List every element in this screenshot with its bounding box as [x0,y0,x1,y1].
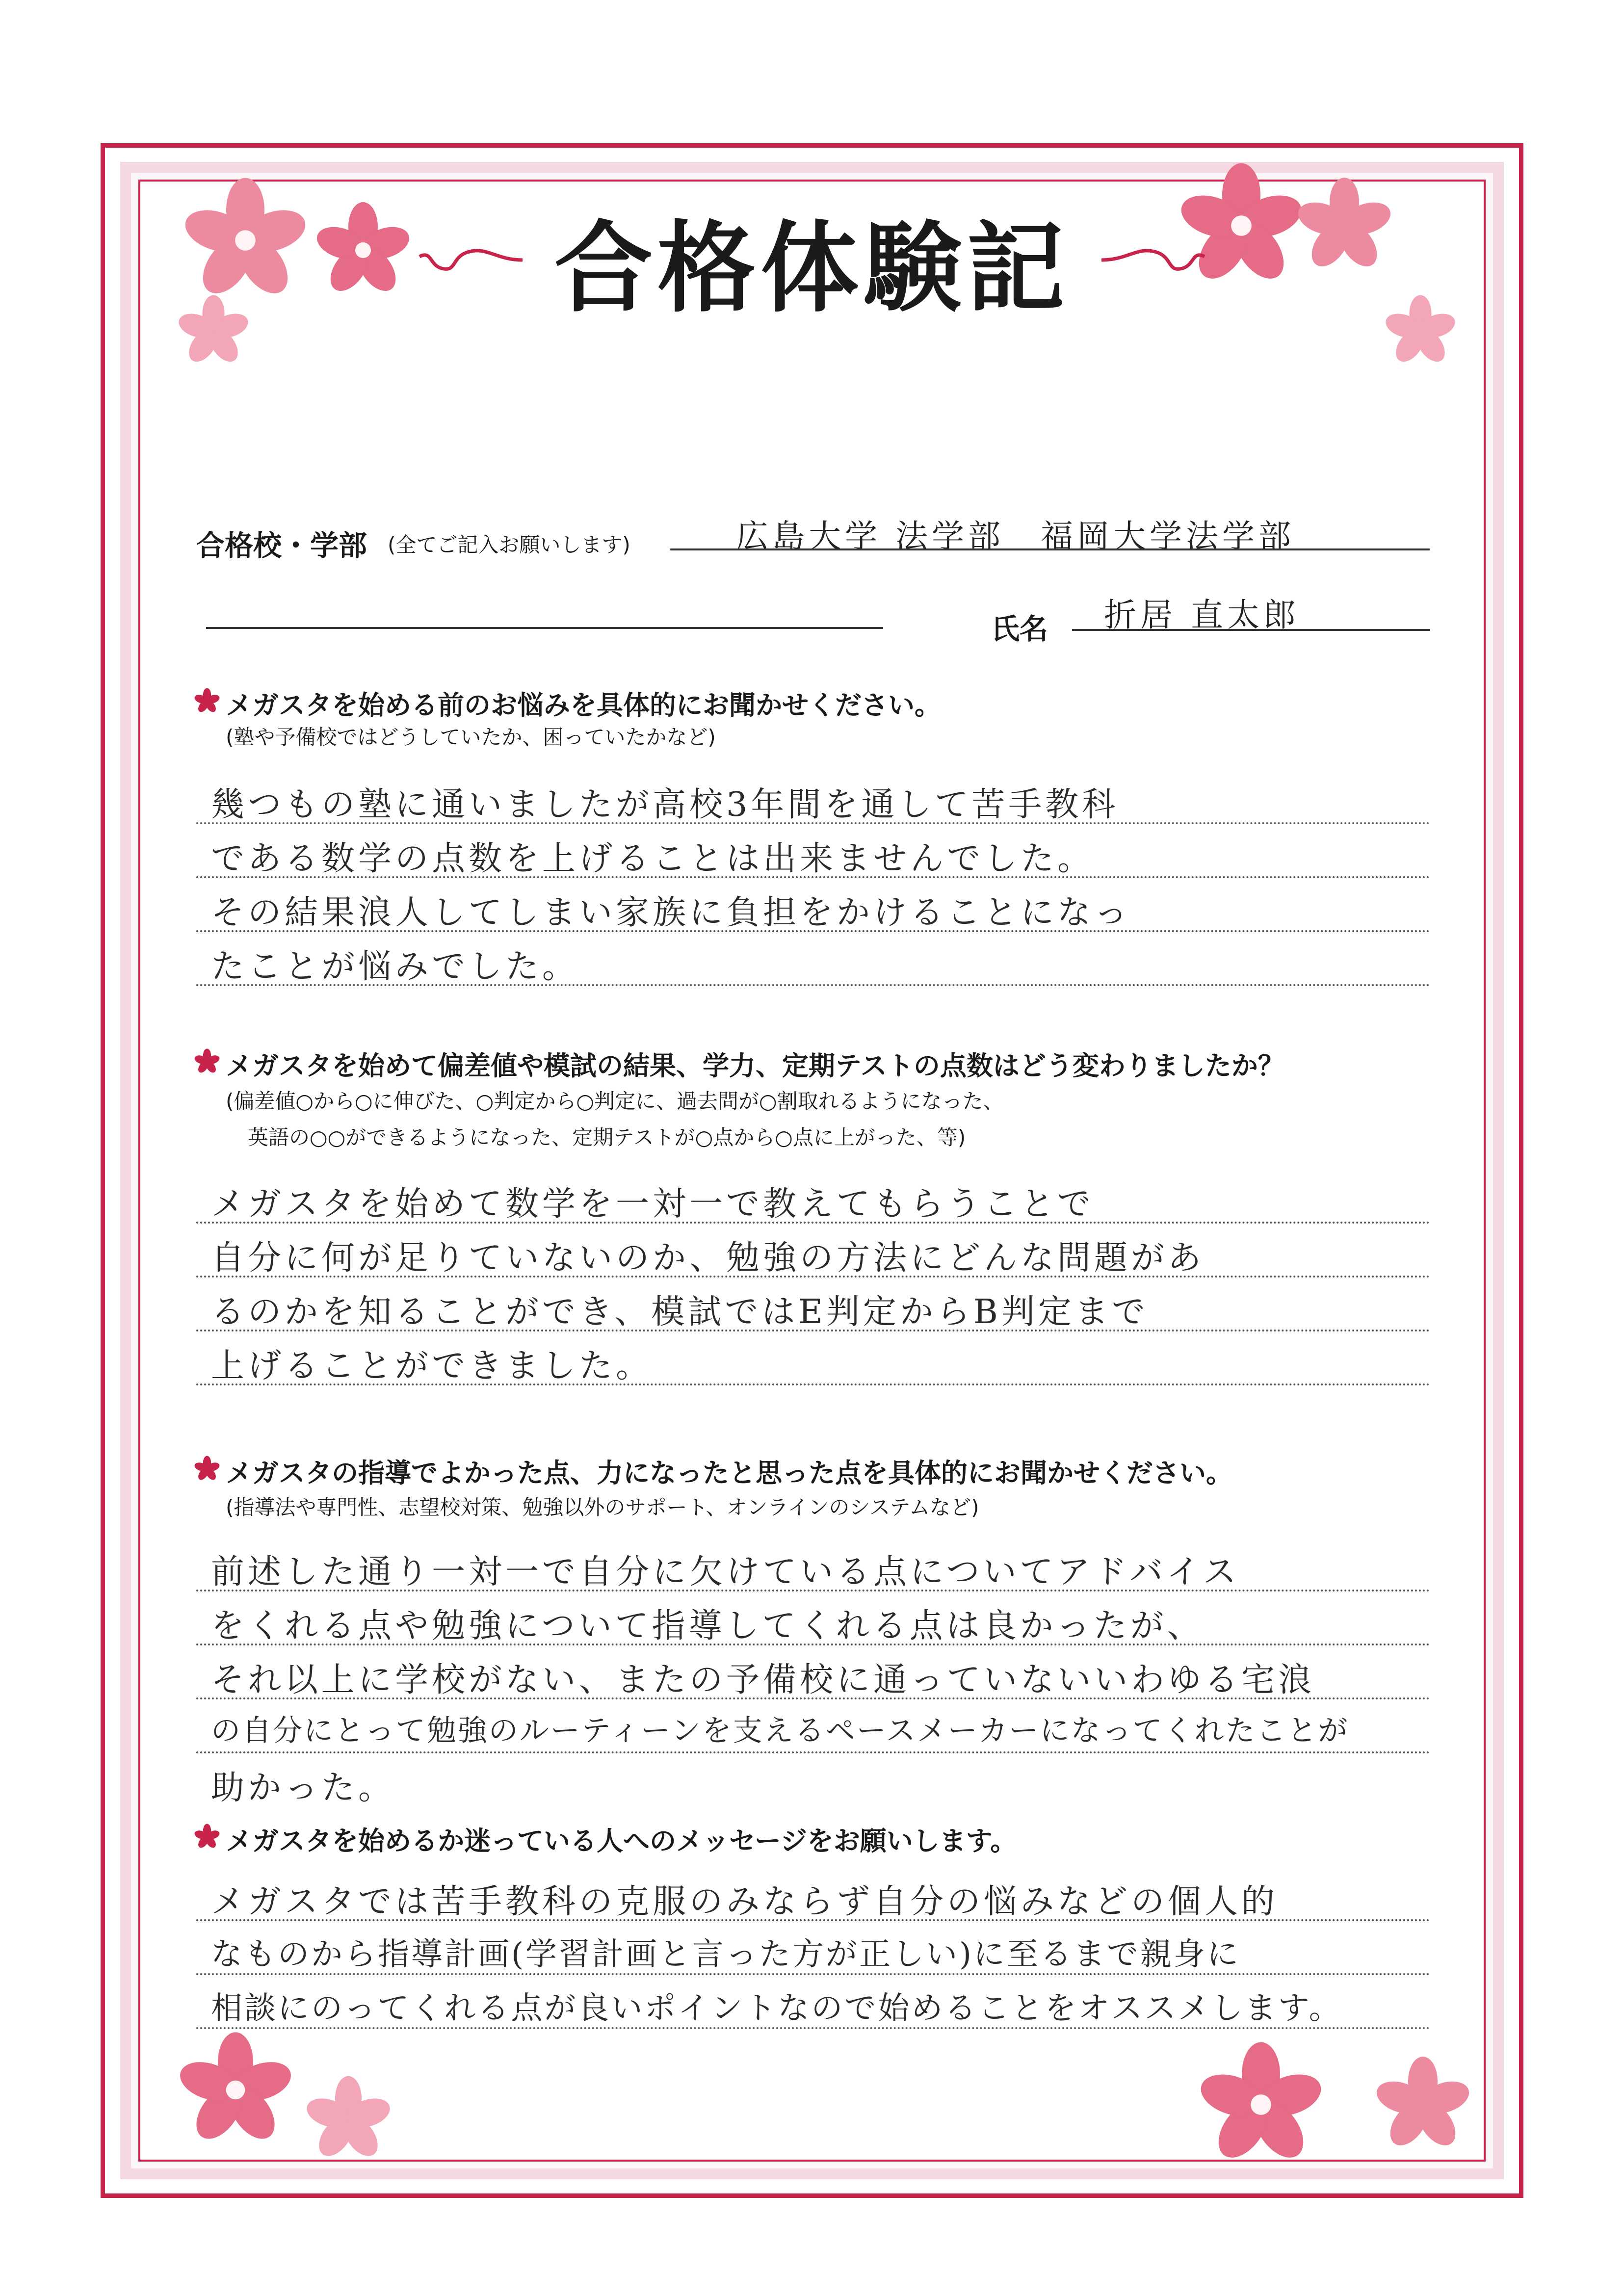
answer-1-rule [196,822,1430,824]
answer-2-line-4: 上げることができました。 [211,1347,653,1385]
name-value: 折居 直太郎 [1104,596,1300,634]
answer-3-rule [196,1697,1430,1699]
name-underline [1072,629,1430,631]
answer-3-rule [196,1644,1430,1645]
answer-2-rule [196,1276,1430,1278]
answer-2-rule [196,1222,1430,1224]
answer-2-rule [196,1330,1430,1331]
answer-1-rule [196,876,1430,878]
answer-4-rule [196,1973,1430,1975]
question-1-heading: メガスタを始める前のお悩みを具体的にお聞かせください。 [226,690,941,721]
sakura-icon [1197,2041,1325,2168]
question-4-heading: メガスタを始めるか迷っている人へのメッセージをお願いします。 [226,1826,1017,1856]
answer-3-rule [196,1751,1430,1753]
answer-4-rule [196,1919,1430,1921]
answer-3-line-4: の自分にとって勉強のルーティーンを支えるペースメーカーになってくれたことが [211,1714,1349,1748]
answer-1-line-1: 幾つもの塾に通いましたが高校3年間を通して苦手教科 [211,785,1119,824]
answer-3-line-2: をくれる点や勉強について指導してくれる点は良かったが、 [211,1607,1204,1645]
sakura-icon [304,2075,393,2164]
question-2-hint-2: 英語の○○ができるようになった、定期テストが○点から○点に上がった、等) [248,1125,966,1149]
answer-3-line-3: それ以上に学校がない、またの予備校に通っていないいわゆる宅浪 [211,1661,1315,1699]
answer-2-rule [196,1383,1430,1385]
sakura-icon [194,1048,220,1075]
question-2-hint-1: (偏差値○から○に伸びた、○判定から○判定に、過去問が○割取れるようになった、 [226,1089,1004,1113]
answer-3-rule [196,1590,1430,1592]
answer-3-line-1: 前述した通り一対一で自分に欠けている点についてアドバイス [211,1553,1240,1592]
name-label: 氏名 [991,612,1048,646]
answer-2-line-3: るのかを知ることができ、模試ではE判定からB判定まで [211,1293,1149,1331]
answer-4-rule [196,2027,1430,2029]
page-title: 合格体験記 [554,210,1070,326]
sakura-icon [1374,2056,1472,2154]
answer-3-line-5: 助かった。 [211,1769,395,1807]
answer-2-line-2: 自分に何が足りていないのか、勉強の方法にどんな問題があ [211,1239,1205,1278]
question-3-hint: (指導法や専門性、志望校対策、勉強以外のサポート、オンラインのシステムなど) [226,1495,979,1519]
question-2-heading: メガスタを始めて偏差値や模試の結果、学力、定期テストの点数はどう変わりましたか？ [226,1050,1284,1081]
flourish-left-icon [412,238,525,282]
school-note: (全てご記入お願いします) [388,533,630,557]
flourish-right-icon [1099,238,1212,282]
title-row [0,196,1624,324]
sakura-icon [177,2031,294,2149]
answer-1-line-2: である数学の点数を上げることは出来ませんでした。 [211,839,1095,878]
sakura-icon [194,1456,220,1482]
answer-4-line-3: 相談にのってくれる点が良いポイントなので始めることをオススメします。 [211,1990,1342,2027]
answer-1-line-4: たことが悩みでした。 [211,947,579,986]
school-label: 合格校・学部 [196,529,367,562]
answer-1-rule [196,930,1430,932]
question-3-heading: メガスタの指導でよかった点、力になったと思った点を具体的にお聞かせください。 [226,1458,1232,1488]
answer-1-rule [196,984,1430,986]
answer-4-line-2: なものから指導計画(学習計画と言った方が正しい)に至るまで親身に [211,1936,1240,1973]
answer-4-line-1: メガスタでは苦手教科の克服のみならず自分の悩みなどの個人的 [211,1882,1279,1921]
question-1-hint: (塾や予備校ではどうしていたか、困っていたかなど) [226,725,716,749]
answer-1-line-3: その結果浪人してしまい家族に負担をかけることになっ [211,893,1131,932]
school-value: 広島大学 法学部 福岡大学法学部 [736,518,1295,555]
answer-2-line-1: メガスタを始めて数学を一対一で教えてもらうことで [211,1185,1095,1224]
sakura-icon [194,1824,220,1850]
school-underline-2 [206,627,883,629]
content-frame [138,180,1486,2162]
sakura-icon [194,688,220,714]
school-underline [670,548,1430,550]
